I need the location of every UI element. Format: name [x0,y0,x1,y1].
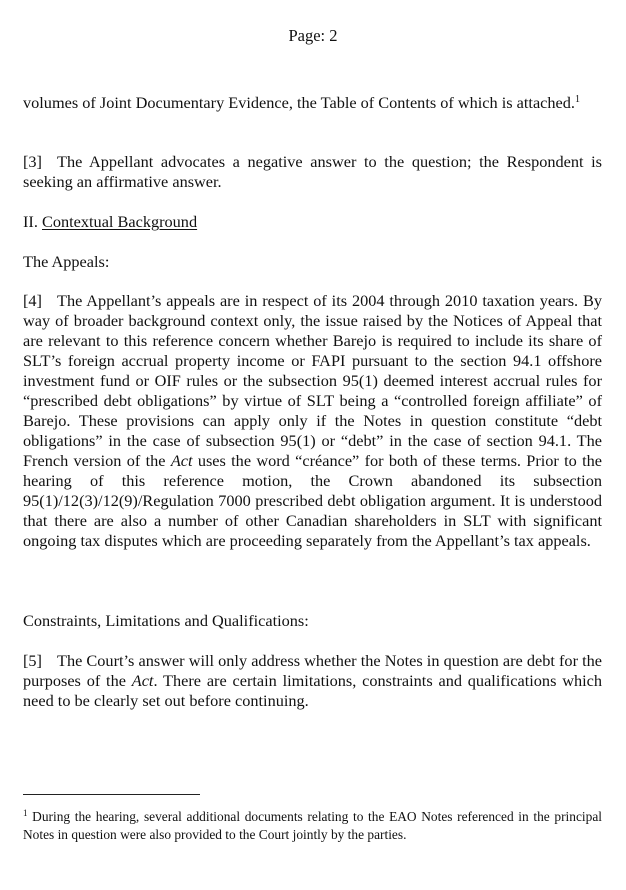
footnote-text: During the hearing, several additional documents relating to the EAO Notes referenced in the principal Notes in question were also provided to the Court jointly by the parties. [23,809,602,842]
paragraph-text-part-1: The Appellant’s appeals are in respect of its 2004 through 2010 taxation years. By way of broader background context only, the issue raised by the Notices of Appeal that are relevant to this reference concern whether Barejo is required to include its share of SLT’s foreign accrual property income or FAPI pursuant to the section 94.1 offshore investment fund or OIF rules or the subsection 95(1) deemed interest accrual rules for “prescribed debt obligations” by virtue of SLT being a “controlled foreign affiliate” of Barejo. These provisions can apply only if the Notes in question constitute “debt obligations” in the case of subsection 95(1) or “debt” in the case of section 94.1. The French version of the [23,291,602,470]
paragraph-text: The Appellant advocates a negative answer to the question; the Respondent is seeking an affirmative answer. [23,152,602,191]
continuation-paragraph [23,93,602,113]
paragraph-text-part-2: uses the word “créance” for both of these terms. Prior to the hearing of this reference motion, the Crown abandoned its subsection 95(1)/12(3)/12(9)/Regulation 7000 prescribed debt obligation argument. It is understood that there are also a number of other Canadian shareholders in SLT with significant ongoing tax disputes which are proceeding separately from the Appellant’s tax appeals. [23,451,603,550]
page-number-header: Page: 2 [288,26,338,45]
act-reference: Act [131,671,154,690]
section-title: Contextual Background [42,212,198,231]
footnote-marker: 1 [23,808,28,818]
paragraph-text-part-2: . There are certain limitations, constraints and qualifications which need to be clearly set out before continuing. [23,671,602,710]
paragraph-number: [5] [23,651,42,670]
section-heading [23,212,197,232]
continuation-text: volumes of Joint Documentary Evidence, the Table of Contents of which is attached. [23,93,575,112]
subheading-appeals: The Appeals: [23,252,110,271]
section-prefix: II. [23,212,38,231]
paragraph-4 [23,291,602,551]
footnote-separator [23,794,200,795]
footnote-reference[interactable]: 1 [574,94,580,105]
paragraph-number: [3] [23,152,42,171]
paragraph-3 [23,152,602,192]
paragraph-text-part-1: The Court’s answer will only address whether the Notes in question are debt for the purposes of the [23,651,602,690]
subheading-constraints: Constraints, Limitations and Qualifications: [23,611,309,630]
paragraph-number: [4] [23,291,42,310]
paragraph-5 [23,651,602,711]
footnote-1 [23,808,602,844]
act-reference: Act [170,451,193,470]
